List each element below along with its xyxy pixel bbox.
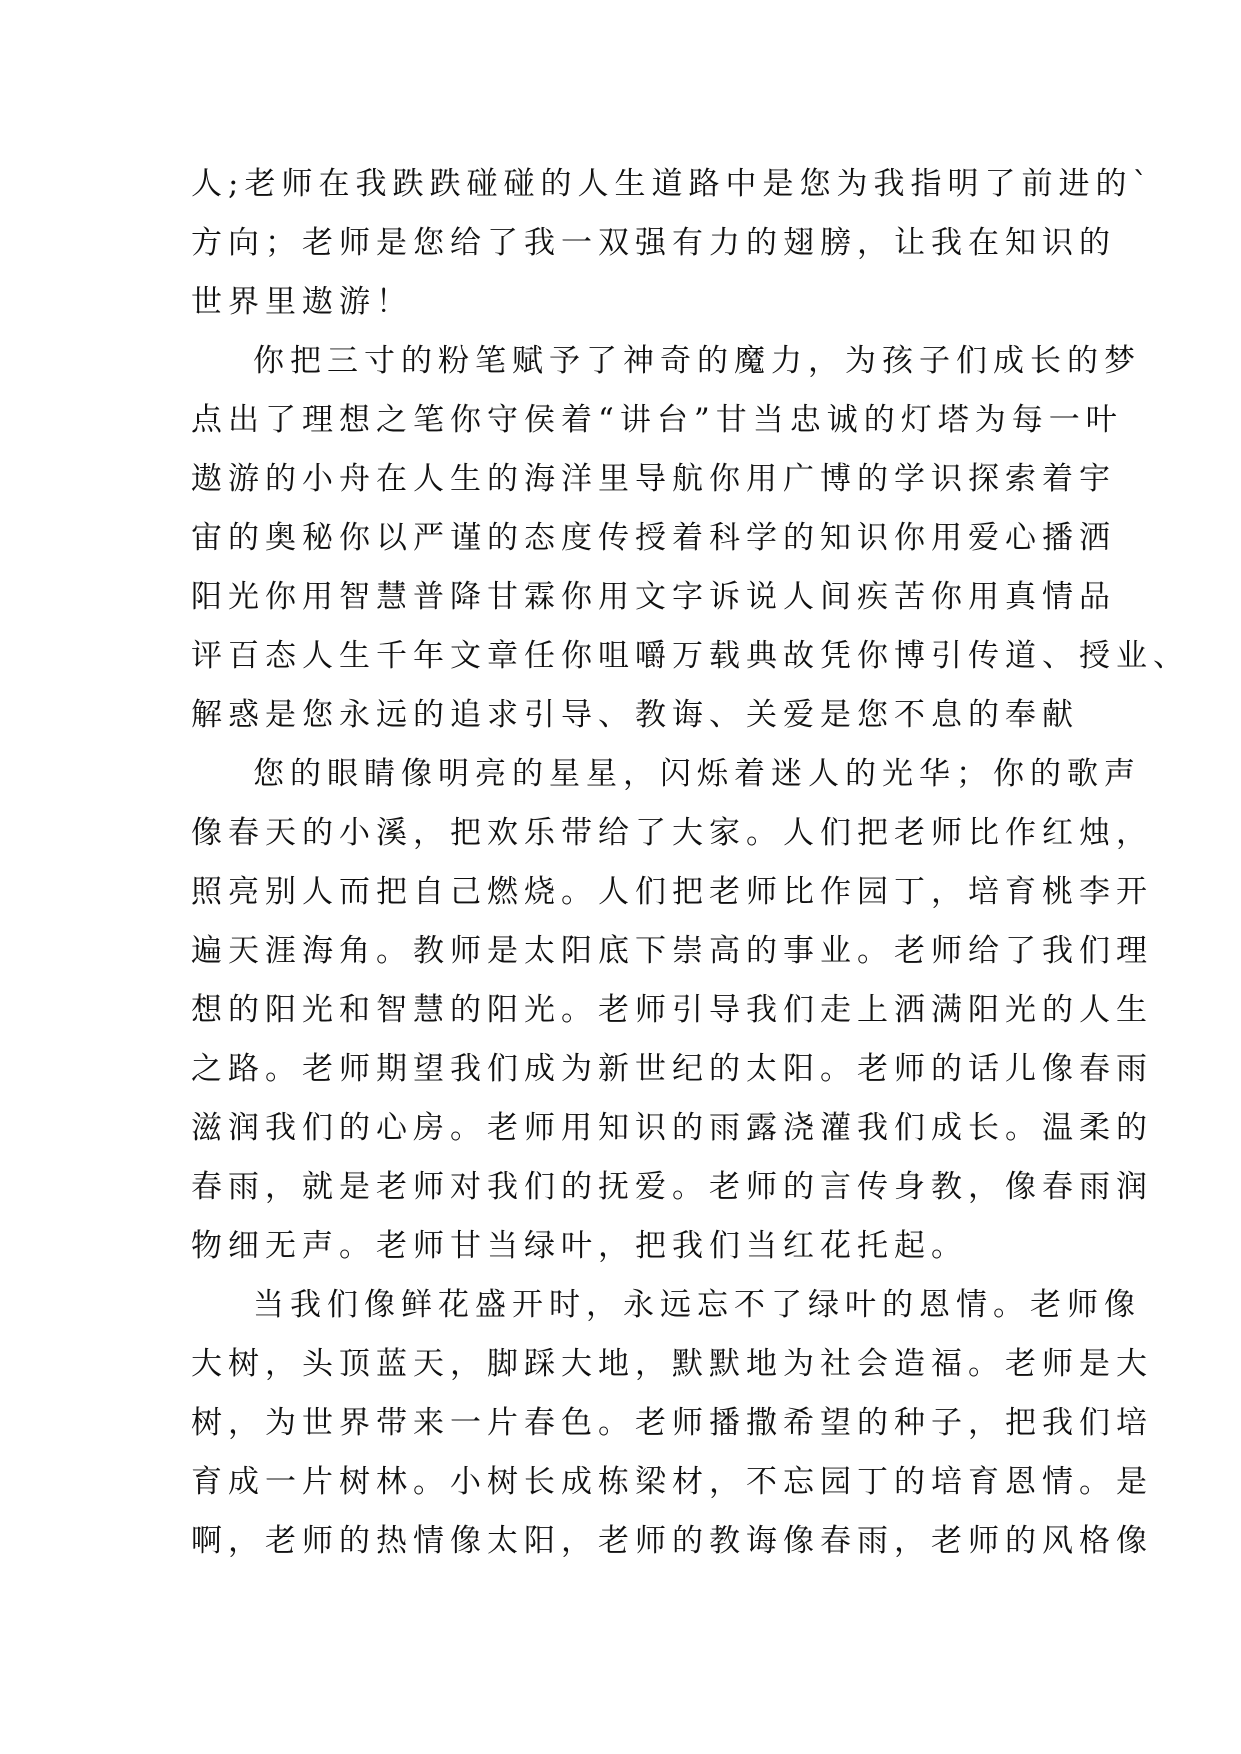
text-line: 评百态人生千年文章任你咀嚼万载典故凭你博引传道、授业、: [191, 638, 1190, 674]
text-line: 遨游的小舟在人生的海洋里导航你用广博的学识探索着宇: [191, 461, 1116, 497]
text-line: 大树，头顶蓝天，脚踩大地，默默地为社会造福。老师是大: [191, 1346, 1153, 1382]
text-line: 之路。老师期望我们成为新世纪的太阳。老师的话儿像春雨: [191, 1051, 1153, 1087]
text-line: 解惑是您永远的追求引导、教诲、关爱是您不息的奉献: [191, 697, 1079, 733]
text-line: 春雨，就是老师对我们的抚爱。老师的言传身教，像春雨润: [191, 1169, 1153, 1205]
text-line: 方向；老师是您给了我一双强有力的翅膀，让我在知识的: [191, 225, 1116, 261]
text-line: 树，为世界带来一片春色。老师播撒希望的种子，把我们培: [191, 1405, 1153, 1441]
document-body: [191, 155, 1190, 1571]
text-line: 啊，老师的热情像太阳，老师的教诲像春雨，老师的风格像: [191, 1523, 1153, 1559]
text-line: 照亮别人而把自己燃烧。人们把老师比作园丁，培育桃李开: [191, 874, 1153, 910]
text-line: 滋润我们的心房。老师用知识的雨露浇灌我们成长。温柔的: [191, 1110, 1153, 1146]
text-line: 宙的奥秘你以严谨的态度传授着科学的知识你用爱心播洒: [191, 520, 1116, 556]
text-line: 遍天涯海角。教师是太阳底下崇高的事业。老师给了我们理: [191, 933, 1153, 969]
text-line: 物细无声。老师甘当绿叶，把我们当红花托起。: [191, 1228, 968, 1264]
text-line: 点出了理想之笔你守侯着“讲台”甘当忠诚的灯塔为每一叶: [191, 402, 1123, 438]
text-line: 想的阳光和智慧的阳光。老师引导我们走上洒满阳光的人生: [191, 992, 1153, 1028]
paragraph-first-line: 你把三寸的粉笔赋予了神奇的魔力，为孩子们成长的梦: [253, 343, 1141, 379]
paragraph-first-line: 您的眼睛像明亮的星星，闪烁着迷人的光华；你的歌声: [253, 756, 1141, 792]
text-line: 像春天的小溪，把欢乐带给了大家。人们把老师比作红烛，: [191, 815, 1153, 851]
text-line: 世界里遨游！: [191, 284, 413, 320]
text-line: 阳光你用智慧普降甘霖你用文字诉说人间疾苦你用真情品: [191, 579, 1116, 615]
text-line: 育成一片树林。小树长成栋梁材，不忘园丁的培育恩情。是: [191, 1464, 1153, 1500]
paragraph-first-line: 当我们像鲜花盛开时，永远忘不了绿叶的恩情。老师像: [253, 1287, 1141, 1323]
text-line: 人;老师在我跌跌碰碰的人生道路中是您为我指明了前进的`: [191, 166, 1154, 202]
